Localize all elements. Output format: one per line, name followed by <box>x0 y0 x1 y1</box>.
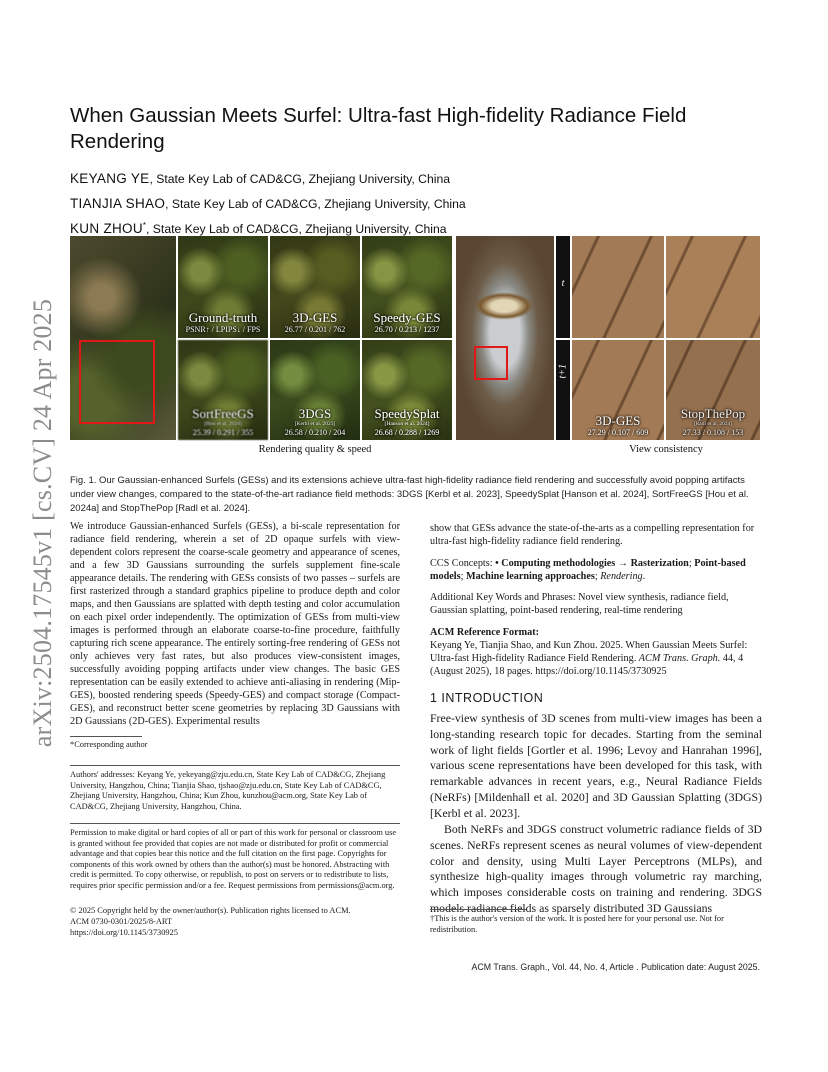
author-name: KUN ZHOU <box>70 221 143 237</box>
panel-metric: PSNR↑ / LPIPS↓ / FPS <box>185 325 261 334</box>
crop-wood-3d-ges-t <box>572 236 664 338</box>
corresponding-mark: * <box>142 221 147 231</box>
panel-name: 3D-GES <box>292 310 338 325</box>
crop-3dgs <box>270 340 360 440</box>
panel-name: SpeedySplat <box>374 406 440 421</box>
panel-name: Ground-truth <box>188 310 258 325</box>
intro-paragraph-1: Free-view synthesis of 3D scenes from multi-view images has been a long-standing research topic for decades. Starting from the seminal work of light fields [Gortler et al. 1996; Levoy and Hanrahan 1996], various scene representations have been developed for this task, with remarkable advances in recent years, e.g., Neural Radiance Fields (NeRFs) [Mildenhall et al. 2020] and 3D Gaussian Splatting (3DGS) [Kerbl et al. 2023]. <box>430 711 762 820</box>
panel-name: 3DGS <box>298 406 332 421</box>
author-name: TIANJIA SHAO <box>70 196 166 212</box>
doi-link[interactable]: https://doi.org/10.1145/3730925 <box>70 928 178 937</box>
panel-metric: 27.29 / 0.107 / 609 <box>587 428 649 437</box>
time-label-t1: t+1 <box>556 340 570 440</box>
author-name: KEYANG YE <box>70 171 150 187</box>
author-affiliation: , State Key Lab of CAD&CG, Zhejiang University, China <box>149 172 451 187</box>
acm-reference-heading: ACM Reference Format: <box>430 627 539 638</box>
panel-name: 3D-GES <box>595 413 641 428</box>
panel-name: Speedy-GES <box>373 310 441 325</box>
abstract-continuation: show that GESs advance the state-of-the-arts as a compelling representation for ultra-fast high-fidelity radiance field rendering. <box>430 523 755 547</box>
acm-number: ACM 0730-0301/2025/8-ART <box>70 917 173 926</box>
figure-caption <box>70 474 762 516</box>
panel-citation: [Kerbl et al. 2023] <box>294 421 336 427</box>
crop-wood-stopthepop-t <box>666 236 760 338</box>
author-line <box>70 165 770 190</box>
crop-speedy-ges <box>362 236 452 338</box>
zoom-region-box <box>474 346 508 380</box>
page-footer: ACM Trans. Graph., Vol. 44, No. 4, Article . Publication date: August 2025. <box>471 962 760 972</box>
time-label-t: t <box>556 236 570 338</box>
section-heading-introduction: 1 INTRODUCTION <box>430 691 544 705</box>
teaser-figure <box>70 236 760 458</box>
figure-caption-text: Our Gaussian-enhanced Surfels (GESs) and its extensions achieve ultra-fast high-fidelity radiance field rendering and successfully avoid popping artifacts under view changes, compared to the state-of-the-art radiance field methods: 3DGS [Kerbl et al. 2023], SpeedySplat [Hanson et al. 2024], SortFreeGS [Hou et al. 2024a] and StopThePop [Radl et al. 2024]. <box>70 475 749 514</box>
crop-3d-ges <box>270 236 360 338</box>
permission-rule <box>70 823 400 824</box>
panel-metric: 26.58 / 0.210 / 204 <box>284 428 346 437</box>
panel-name: StopThePop <box>680 406 746 421</box>
corresponding-note: *Corresponding author <box>70 740 148 749</box>
crop-wood-3d-ges-t1 <box>572 340 664 440</box>
panel-metric: 25.39 / 0.291 / 355 <box>192 428 254 437</box>
crop-speedysplat <box>362 340 452 440</box>
crop-sortfreegs <box>178 340 268 440</box>
author-version-note: †This is the author's version of the work. It is posted here for your personal use. Not for redistribution. <box>430 914 724 934</box>
panel-metric: 26.77 / 0.201 / 762 <box>284 325 346 334</box>
author-affiliation: , State Key Lab of CAD&CG, Zhejiang University, China <box>146 222 447 237</box>
panel-metric: 26.68 / 0.288 / 1269 <box>374 428 440 437</box>
paper-title: When Gaussian Meets Surfel: Ultra-fast High-fidelity Radiance Field Rendering <box>70 104 687 153</box>
addresses-rule <box>70 765 400 766</box>
arxiv-stamp <box>18 285 68 760</box>
scene-table-image <box>456 236 554 440</box>
panel-metric: 27.33 / 0.108 / 153 <box>682 428 744 437</box>
author-note-rule <box>430 909 526 910</box>
panel-name: SortFreeGS <box>192 406 254 421</box>
intro-paragraph-2: Both NeRFs and 3DGS construct volumetric radiance fields of 3D scenes. NeRFs represent scenes as neural volumes of view-dependent color and density, using Multi Layer Perceptrons (MLPs), and synthesize high-quality images through volumetric ray marching, which imposes considerable costs on training and rendering. 3DGS models radiance fields as sparsely distributed 3D Gaussians <box>430 822 762 915</box>
crop-wood-stopthepop-t1 <box>666 340 760 440</box>
pinecone-object <box>474 292 534 320</box>
abstract-paragraph: We introduce Gaussian-enhanced Surfels (GESs), a bi-scale representation for radiance field rendering, wherein a set of 2D opaque surfels with view-dependent colors represent the coarse-scale geometry and appearance of scenes, and a few 3D Gaussians surrounding the surfels supplement fine-scale appearance details. The rendering with GESs consists of two passes – surfels are first rasterized through a standard graphics pipeline to produce depth and color maps, and then Gaussians are splatted with depth testing and color accumulation on each pixel order independently. The optimization of GESs from multi-view images is performed through an elaborate coarse-to-fine procedure, faithfully capturing rich scene appearance. The entirely sorting-free rendering of GESs not only achieves very fast rates, but also produces view-consistent images, successfully avoiding popping artifacts under view changes. The basic GES representation can be easily extended to achieve anti-aliasing in rendering (Mip-GES), boosted rendering speeds (Speedy-GES) and compact storage (Compact-GES), and reconstruct better scene geometries by replacing 3D Gaussians with 2D Gaussians (2D-GES). Experimental results <box>70 521 400 727</box>
crop-ground-truth <box>178 236 268 338</box>
keywords: Additional Key Words and Phrases: Novel view synthesis, radiance field, Gaussian splatting, point-based rendering, real-time rendering <box>430 592 729 616</box>
panel-citation: [Hanson et al. 2024] <box>384 421 430 427</box>
zoom-region-box <box>79 340 155 424</box>
panel-metric: 26.70 / 0.213 / 1237 <box>374 325 440 334</box>
figure-label: Fig. 1. <box>70 475 97 486</box>
author-line <box>70 190 770 215</box>
permission-notice: Permission to make digital or hard copies of all or part of this work for personal or classroom use is granted without fee provided that copies are not made or distributed for profit or commercial advantage and that copies bear this notice and the full citation on the first page. Copyrights for components of this work owned by others than the author(s) must be honored. Abstracting with credit is permitted. To copy otherwise, or republish, to post on servers or to redistribute to lists, requires prior specific permission and/or a fee. Request permissions from permissions@acm.org. <box>70 828 397 890</box>
copyright-line: © 2025 Copyright held by the owner/author(s). Publication rights licensed to ACM. <box>70 906 351 915</box>
footnote-rule <box>70 736 142 737</box>
author-affiliation: , State Key Lab of CAD&CG, Zhejiang University, China <box>165 197 466 212</box>
panel-citation: [Hou et al. 2024] <box>204 421 242 427</box>
right-subcaption: View consistency <box>629 444 703 455</box>
author-list <box>70 165 770 240</box>
arxiv-stamp-text: arXiv:2504.17545v1 [cs.CV] 24 Apr 2025 <box>28 298 57 747</box>
ccs-concepts: CCS Concepts: • Computing methodologies → Rasterization; Point-based models; Machine learning approaches; Rendering. <box>430 558 746 582</box>
scene-overview-image <box>70 236 176 440</box>
panel-citation: [Radl et al. 2024] <box>693 421 733 427</box>
acm-reference <box>430 626 762 678</box>
left-subcaption: Rendering quality & speed <box>258 444 372 455</box>
authors-addresses: Authors' addresses: Keyang Ye, yekeyang@zju.edu.cn, State Key Lab of CAD&CG, Zhejiang University, Hangzhou, China; Tianjia Shao, tjshao@zju.edu.cn, State Key Lab of CAD&CG, Zhejiang University, Hangzhou, China; Kun Zhou, kunzhou@acm.org, State Key Lab of CAD&CG, Zhejiang University, Hangzhou, China. <box>70 770 386 811</box>
acm-reference-text: Keyang Ye, Tianjia Shao, and Kun Zhou. 2025. When Gaussian Meets Surfel: Ultra-fast High-fidelity Radiance Field Rendering. ACM Trans. Graph. 44, 4 (August 2025), 18 pages. https://doi.org/10.1145/3730925 <box>430 640 748 677</box>
